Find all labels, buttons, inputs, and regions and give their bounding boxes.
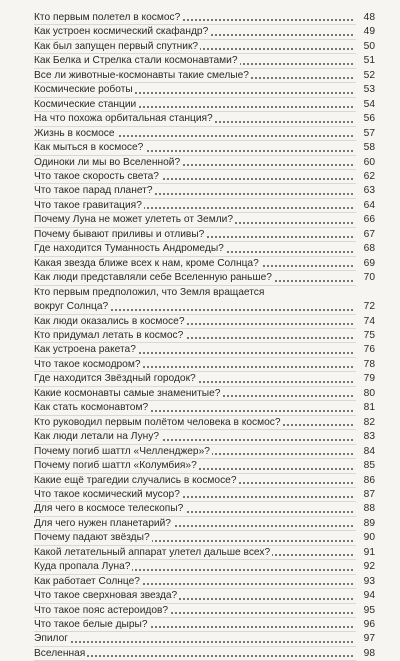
toc-entry-page-number: 70	[356, 271, 375, 285]
toc-entry-page-number: 52	[356, 69, 375, 83]
toc-entry[interactable]	[34, 430, 375, 444]
toc-entry-title: Вселенная	[34, 647, 86, 659]
toc-entry[interactable]	[34, 156, 375, 170]
toc-entry[interactable]	[34, 531, 375, 545]
toc-entry[interactable]	[34, 632, 375, 646]
toc-entry[interactable]	[34, 445, 375, 459]
toc-entry-title: Куда пропала Луна?	[34, 561, 131, 573]
toc-entry-page-number: 63	[356, 184, 375, 198]
toc-entry[interactable]	[34, 618, 375, 632]
toc-entry-title: Как люди представляли себе Вселенную раньше?	[34, 272, 272, 284]
toc-entry-page-number: 72	[356, 300, 375, 314]
toc-entry-title: Какой летательный аппарат улетел дальше всех?	[34, 546, 271, 558]
toc-entry-page-number: 94	[356, 589, 375, 603]
toc-entry-page-number: 87	[356, 488, 375, 502]
toc-entry-page-number: 64	[356, 199, 375, 213]
toc-entry-page-number: 89	[356, 517, 375, 531]
toc-entry-title: Почему Луна не может улететь от Земли?	[34, 214, 233, 226]
toc-entry-page-number: 68	[356, 242, 375, 256]
toc-entry-page-number: 91	[356, 546, 375, 560]
toc-entry-page-number: 92	[356, 560, 375, 574]
toc-entry[interactable]	[34, 459, 375, 473]
toc-entry[interactable]	[34, 54, 375, 68]
toc-entry[interactable]	[34, 575, 375, 589]
toc-entry-title: На что похожа орбитальная станция?	[34, 113, 213, 125]
toc-entry[interactable]	[34, 141, 375, 155]
toc-entry[interactable]	[34, 40, 375, 54]
toc-entry-page-number: 90	[356, 531, 375, 545]
toc-entry-title: Эпилог	[34, 633, 68, 645]
toc-entry-title: Все ли животные-космонавты такие смелые?	[34, 69, 249, 81]
toc-entry-title: Кто первым полетел в космос?	[34, 12, 181, 23]
toc-entry[interactable]	[34, 257, 375, 271]
toc-entry-page-number: 97	[356, 632, 375, 646]
toc-entry[interactable]	[34, 517, 375, 531]
toc-entry[interactable]	[34, 112, 375, 126]
toc-entry-page-number: 69	[356, 257, 375, 271]
toc-entry-page-number: 57	[356, 127, 375, 141]
toc-entry-title: Что такое скорость света?	[34, 170, 159, 182]
toc-entry-title: Что такое сверхновая звезда?	[34, 590, 178, 602]
toc-entry-page-number: 86	[356, 474, 375, 488]
toc-entry[interactable]	[34, 546, 375, 560]
toc-entry-page-number: 54	[356, 98, 375, 112]
toc-entry[interactable]	[34, 315, 375, 329]
toc-entry-title: Кто придумал летать в космос?	[34, 329, 184, 341]
toc-entry-page-number: 83	[356, 430, 375, 444]
toc-entry-page-number: 84	[356, 445, 375, 459]
toc-entry[interactable]	[34, 387, 375, 401]
toc-entry-title: Какие космонавты самые знаменитые?	[34, 387, 221, 399]
toc-entry-title: Что такое белые дыры?	[34, 619, 148, 631]
toc-entry-title: Как стать космонавтом?	[34, 402, 149, 414]
toc-entry[interactable]	[34, 271, 375, 285]
toc-entry-title: Как работает Солнце?	[34, 575, 140, 587]
toc-entry-page-number: 75	[356, 329, 375, 343]
toc-entry-title: Кто руководил первым полётом человека в космос?	[34, 416, 281, 428]
toc-entry-title: Что такое космический мусор?	[34, 488, 180, 500]
toc-entry-title: Космические станции	[34, 98, 137, 110]
toc-entry[interactable]	[34, 184, 375, 198]
toc-entry-title: Как устроена ракета?	[34, 344, 136, 356]
toc-entry-page-number: 80	[356, 387, 375, 401]
toc-entry[interactable]	[34, 358, 375, 372]
toc-entry[interactable]	[34, 300, 375, 314]
toc-entry[interactable]	[34, 488, 375, 502]
toc-entry-page-number: 85	[356, 459, 375, 473]
toc-entry-title: Как мыться в космосе?	[34, 142, 144, 154]
toc-entry-title: Почему бывают приливы и отливы?	[34, 228, 205, 240]
toc-entry-title: Почему погиб шаттл «Челленджер»?	[34, 445, 210, 457]
toc-entry[interactable]	[34, 170, 375, 184]
toc-entry[interactable]	[34, 329, 375, 343]
toc-entry-page-number: 78	[356, 358, 375, 372]
dot-leader	[34, 641, 353, 643]
toc-entry-title: Почему погиб шаттл «Колумбия»?	[34, 460, 197, 472]
toc-entry-page-number: 98	[356, 647, 375, 661]
toc-entry-title: Как был запущен первый спутник?	[34, 40, 199, 52]
toc-entry-title: Одиноки ли мы во Вселенной?	[34, 156, 181, 168]
toc-entry[interactable]	[34, 83, 375, 97]
toc-entry[interactable]	[34, 199, 375, 213]
toc-entry-title: Где находится Звёздный городок?	[34, 373, 196, 385]
toc-entry-page-number: 66	[356, 213, 375, 227]
toc-entry-title: Для чего нужен планетарий?	[34, 517, 171, 529]
toc-entry[interactable]	[34, 286, 375, 300]
toc-entry-title: Какая звезда ближе всех к нам, кроме Солнца?	[34, 257, 259, 269]
toc-entry-title: Что такое пояс астероидов?	[34, 604, 169, 616]
toc-entry-title: Что такое гравитация?	[34, 199, 142, 211]
toc-entry-page-number: 67	[356, 228, 375, 242]
toc-entry[interactable]	[34, 372, 375, 386]
toc-entry[interactable]	[34, 11, 375, 25]
toc-entry-page-number: 62	[356, 170, 375, 184]
toc-entry[interactable]	[34, 228, 375, 242]
toc-entry-page-number: 88	[356, 502, 375, 516]
toc-entry-title: Где находится Туманность Андромеды?	[34, 243, 224, 255]
toc-entry[interactable]	[34, 647, 375, 661]
toc-entry-page-number: 76	[356, 343, 375, 357]
toc-entry-title: Как Белка и Стрелка стали космонавтами?	[34, 55, 238, 67]
toc-entry[interactable]	[34, 25, 375, 39]
toc-entry-title: Как устроен космический скафандр?	[34, 26, 209, 38]
toc-entry[interactable]	[34, 502, 375, 516]
toc-entry-title: Что такое парад планет?	[34, 185, 153, 197]
toc-entry-page-number: 58	[356, 141, 375, 155]
toc-entry-title: Жизнь в космосе	[34, 127, 115, 139]
toc-entry-page-number: 96	[356, 618, 375, 632]
toc-entry[interactable]	[34, 474, 375, 488]
toc-entry-title: Какие ещё трагедии случались в космосе?	[34, 474, 237, 486]
table-of-contents	[34, 11, 375, 661]
toc-entry[interactable]	[34, 127, 375, 141]
toc-entry-title: Для чего в космосе телескопы?	[34, 503, 184, 515]
toc-entry-title: Как люди оказались в космосе?	[34, 315, 185, 327]
toc-entry-page-number: 95	[356, 604, 375, 618]
toc-entry-title: Что такое космодром?	[34, 358, 141, 370]
toc-entry[interactable]	[34, 69, 375, 83]
toc-entry-page-number: 82	[356, 416, 375, 430]
toc-entry[interactable]	[34, 416, 375, 430]
toc-entry-page-number: 81	[356, 401, 375, 415]
toc-entry-page-number: 79	[356, 372, 375, 386]
toc-entry[interactable]	[34, 242, 375, 256]
toc-entry[interactable]	[34, 343, 375, 357]
toc-entry-page-number: 74	[356, 315, 375, 329]
toc-entry-page-number: 60	[356, 156, 375, 170]
toc-entry-page-number: 53	[356, 83, 375, 97]
toc-entry[interactable]	[34, 589, 375, 603]
toc-entry-title: Космические роботы	[34, 84, 133, 96]
toc-entry-title: Почему падают звёзды?	[34, 532, 150, 544]
toc-entry-page-number: 56	[356, 112, 375, 126]
toc-entry-page-number: 49	[356, 25, 375, 39]
toc-entry-title: Как люди летали на Луну?	[34, 431, 160, 443]
toc-entry-title: вокруг Солнца?	[34, 301, 109, 313]
toc-entry-page-number: 48	[356, 11, 375, 25]
toc-entry-title: Кто первым предположил, что Земля вращается	[34, 286, 265, 298]
toc-entry[interactable]	[34, 560, 375, 574]
toc-entry[interactable]	[34, 213, 375, 227]
toc-entry-page-number: 50	[356, 40, 375, 54]
toc-entry[interactable]	[34, 604, 375, 618]
toc-entry-page-number: 93	[356, 575, 375, 589]
toc-entry[interactable]	[34, 401, 375, 415]
toc-entry-page-number: 51	[356, 54, 375, 68]
toc-entry[interactable]	[34, 98, 375, 112]
